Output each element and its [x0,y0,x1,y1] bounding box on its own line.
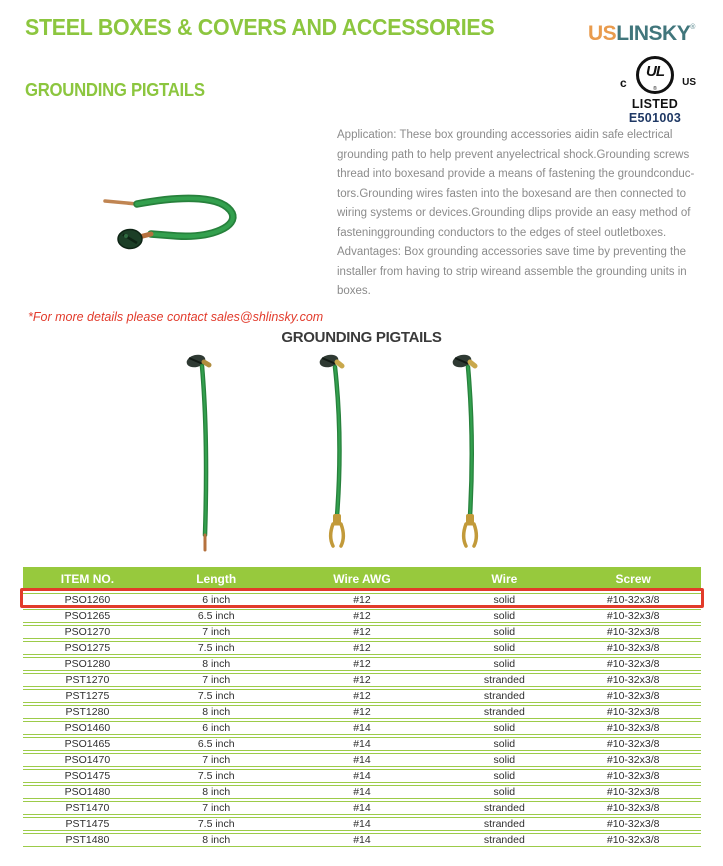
table-cell: solid [443,593,565,607]
table-row [23,609,701,623]
table-cell: #10-32x3/8 [565,817,701,831]
table-cell: stranded [443,817,565,831]
table-cell: #10-32x3/8 [565,625,701,639]
page-subtitle: GROUNDING PIGTAILS [25,80,205,100]
application-text: Application: These box grounding accessories aidin safe electrical grounding path to help prevent anyelectrical shock.Grounding screws thread into boxesand provide a means of fastening the groundconduc-tors.Grounding wires fasten into the boxesand are then connected to wiring systems or devices.Grounding dlips provide an easy method of fasteninggrounding conductors to the edges of steel outletboxes. Advantages: Box grounding accessories save time by preventing the installer from having to strip wireand assemble the grounding units in boxes. [337,129,695,297]
table-cell: PSO1480 [23,785,152,799]
table-cell: #14 [281,753,444,767]
table-cell: stranded [443,673,565,687]
table-cell: solid [443,657,565,671]
table-cell: PST1270 [23,673,152,687]
table-cell: #14 [281,817,444,831]
table-row [23,625,701,639]
ul-registered-icon: ® [653,86,657,92]
table-row [23,785,701,799]
table-cell: 6 inch [152,721,281,735]
table-cell: #10-32x3/8 [565,641,701,655]
table-cell: #10-32x3/8 [565,609,701,623]
table-cell: PSO1475 [23,769,152,783]
table-cell: 6.5 inch [152,609,281,623]
table-cell: solid [443,609,565,623]
table-cell: #12 [281,593,444,607]
table-cell: PST1475 [23,817,152,831]
contact-note: *For more details please contact sales@shlinsky.com [28,310,324,324]
table-cell: #10-32x3/8 [565,833,701,847]
table-cell: #10-32x3/8 [565,657,701,671]
table-cell: PSO1280 [23,657,152,671]
table-cell: 6 inch [152,593,281,607]
table-row [23,753,701,767]
table-header-row [23,567,701,591]
table-cell: 8 inch [152,833,281,847]
bent-pigtail-photo [85,183,250,258]
column-header: Wire [443,567,565,591]
table-row [23,801,701,815]
table-cell: #10-32x3/8 [565,593,701,607]
table-cell: PSO1270 [23,625,152,639]
table-cell: PSO1465 [23,737,152,751]
table-cell: 7 inch [152,753,281,767]
table-cell: PSO1460 [23,721,152,735]
table-cell: 7.5 inch [152,641,281,655]
column-header: Length [152,567,281,591]
table-row [23,721,701,735]
table-row [23,769,701,783]
bent-pigtail-image [85,183,250,253]
pigtail-fork-end-image [449,352,487,552]
table-row [23,833,701,847]
page-title: STEEL BOXES & COVERS AND ACCESSORIES [25,14,495,40]
column-header: ITEM NO. [23,567,152,591]
table-cell: solid [443,737,565,751]
table-cell: 8 inch [152,705,281,719]
table-cell: PSO1260 [23,593,152,607]
table-row [23,705,701,719]
ul-listed-label: LISTED [631,97,679,111]
table-row [23,641,701,655]
table-cell: #14 [281,801,444,815]
table-row [23,689,701,703]
table-cell: solid [443,625,565,639]
table-cell: PST1275 [23,689,152,703]
pigtail-fork-end-image [316,352,354,552]
table-row [23,817,701,831]
table-cell: 7 inch [152,801,281,815]
pigtail-figure-fork-end [449,352,487,557]
table-row [23,657,701,671]
table-cell: #14 [281,785,444,799]
table-cell: solid [443,785,565,799]
brand-logo-us: US [588,22,617,45]
table-row [23,593,701,607]
column-header: Screw [565,567,701,591]
ul-circle-icon [636,56,674,94]
table-cell: #12 [281,657,444,671]
table-cell: solid [443,753,565,767]
table-cell: #14 [281,833,444,847]
table-cell: 7 inch [152,625,281,639]
table-cell: 7.5 inch [152,817,281,831]
pigtail-bare-end-image [183,352,221,552]
table-cell: #12 [281,705,444,719]
table-cell: #14 [281,737,444,751]
table-cell: #10-32x3/8 [565,689,701,703]
table-cell: #10-32x3/8 [565,753,701,767]
table-cell: #10-32x3/8 [565,673,701,687]
table-cell: solid [443,721,565,735]
table-cell: 7.5 inch [152,769,281,783]
table-cell: #10-32x3/8 [565,737,701,751]
ul-us-mark: US [682,77,696,88]
table-cell: PSO1275 [23,641,152,655]
table-cell: stranded [443,689,565,703]
pigtail-figure-bare-end [183,352,221,557]
table-cell: #12 [281,609,444,623]
table-cell: 7 inch [152,673,281,687]
column-header: Wire AWG [281,567,444,591]
table-cell: PSO1470 [23,753,152,767]
table-cell: 8 inch [152,785,281,799]
table-cell: 7.5 inch [152,689,281,703]
registered-mark-icon: ® [690,24,695,31]
table-cell: PST1480 [23,833,152,847]
table-cell: #14 [281,721,444,735]
table-row [23,673,701,687]
table-cell: stranded [443,801,565,815]
table-cell: PST1470 [23,801,152,815]
ul-monogram: UL [646,63,664,80]
section-title: GROUNDING PIGTAILS [281,329,442,346]
table-cell: #12 [281,625,444,639]
table-cell: stranded [443,833,565,847]
brand-logo [588,22,695,46]
table-cell: #12 [281,641,444,655]
table-cell: 6.5 inch [152,737,281,751]
table-cell: #12 [281,689,444,703]
ul-file-number: E501003 [628,111,682,125]
table-cell: solid [443,641,565,655]
ul-certification-mark [600,56,710,125]
ul-canada-mark: c [620,76,627,90]
pigtail-figure-fork-end [316,352,354,557]
table-cell: 8 inch [152,657,281,671]
table-cell: #10-32x3/8 [565,705,701,719]
table-row [23,737,701,751]
table-cell: PSO1265 [23,609,152,623]
table-cell: stranded [443,705,565,719]
spec-table [23,565,701,849]
brand-logo-linsky: LINSKY [616,22,691,45]
table-cell: PST1280 [23,705,152,719]
table-cell: #12 [281,673,444,687]
table-cell: #14 [281,769,444,783]
table-cell: #10-32x3/8 [565,785,701,799]
table-cell: #10-32x3/8 [565,801,701,815]
table-cell: solid [443,769,565,783]
table-cell: #10-32x3/8 [565,769,701,783]
table-cell: #10-32x3/8 [565,721,701,735]
